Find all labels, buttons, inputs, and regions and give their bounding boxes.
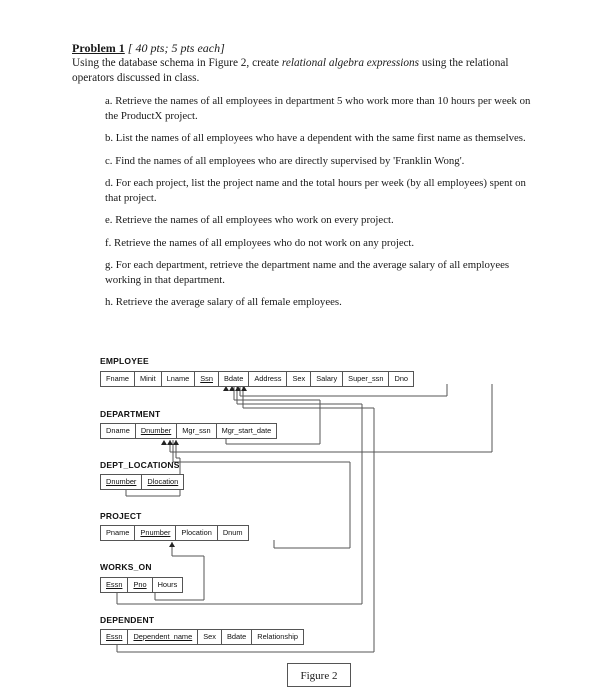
attr-super-ssn: Super_ssn [343,372,389,386]
table-department [100,423,277,439]
attr-plocation: Plocation [176,526,217,540]
attr-pno: Pno [128,578,152,592]
problem-label: Problem 1 [72,41,125,55]
question-h: h. Retrieve the average salary of all female employees. [105,296,342,308]
attr-dep-essn: Essn [101,630,128,644]
table-name-department: DEPARTMENT [100,409,161,419]
attr-dlocation: Dlocation [147,477,179,486]
intro-text-1: Using the database schema in Figure 2, create [72,57,282,69]
attr-fname: Fname [101,372,135,386]
question-a: a. Retrieve the names of all employees in department 5 who work more than 10 hours per week on the ProductX project. [105,95,531,122]
attr-pnumber: Pnumber [135,526,176,540]
attr-dno: Dno [394,374,409,383]
question-f: f. Retrieve the names of all employees who do not work on any project. [105,236,415,249]
table-dependent [100,629,304,645]
attr-dep-sex: Sex [198,630,222,644]
table-project [100,525,249,541]
attr-relationship: Relationship [257,632,298,641]
table-works-on [100,577,183,593]
attr-dependent-name: Dependent_name [128,630,198,644]
table-name-employee: EMPLOYEE [100,356,149,366]
attr-mgr-start-date: Mgr_start_date [221,426,272,435]
table-employee [100,371,414,387]
attr-lname: Lname [162,372,196,386]
attr-dnum: Dnum [222,528,243,537]
attr-hours: Hours [157,580,178,589]
question-e: e. Retrieve the names of all employees who work on every project. [105,214,394,226]
attr-address: Address [249,372,287,386]
attr-dl-dnumber: Dnumber [101,475,142,489]
table-name-works-on: WORKS_ON [100,562,152,572]
intro-text-2: using the relational operators discussed in class. [72,57,509,84]
table-name-project: PROJECT [100,511,142,521]
attr-dep-bdate: Bdate [222,630,252,644]
problem-points: [ 40 pts; 5 pts each] [127,41,225,55]
table-name-dept-locations: DEPT_LOCATIONS [100,460,180,470]
attr-salary: Salary [311,372,343,386]
attr-dnumber: Dnumber [136,424,177,438]
question-d: d. For each project, list the project name and the total hours per week (by all employees) spent on that project. [105,177,526,204]
attr-ssn: Ssn [195,372,219,386]
question-g: g. For each department, retrieve the department name and the average salary of all employees working in that department. [105,259,510,286]
attr-wo-essn: Essn [101,578,128,592]
attr-sex: Sex [287,372,311,386]
attr-dname: Dname [101,424,136,438]
question-b: b. List the names of all employees who have a dependent with the same first name as themselves. [105,132,526,144]
figure-caption: Figure 2 [287,663,351,687]
table-name-dependent: DEPENDENT [100,615,155,625]
table-dept-locations [100,474,184,490]
intro-emphasis: relational algebra expressions [281,57,420,69]
attr-mgr-ssn: Mgr_ssn [177,424,216,438]
question-c: c. Find the names of all employees who are directly supervised by 'Franklin Wong'. [105,154,465,167]
attr-pname: Pname [101,526,135,540]
attr-minit: Minit [135,372,162,386]
attr-bdate: Bdate [219,372,249,386]
